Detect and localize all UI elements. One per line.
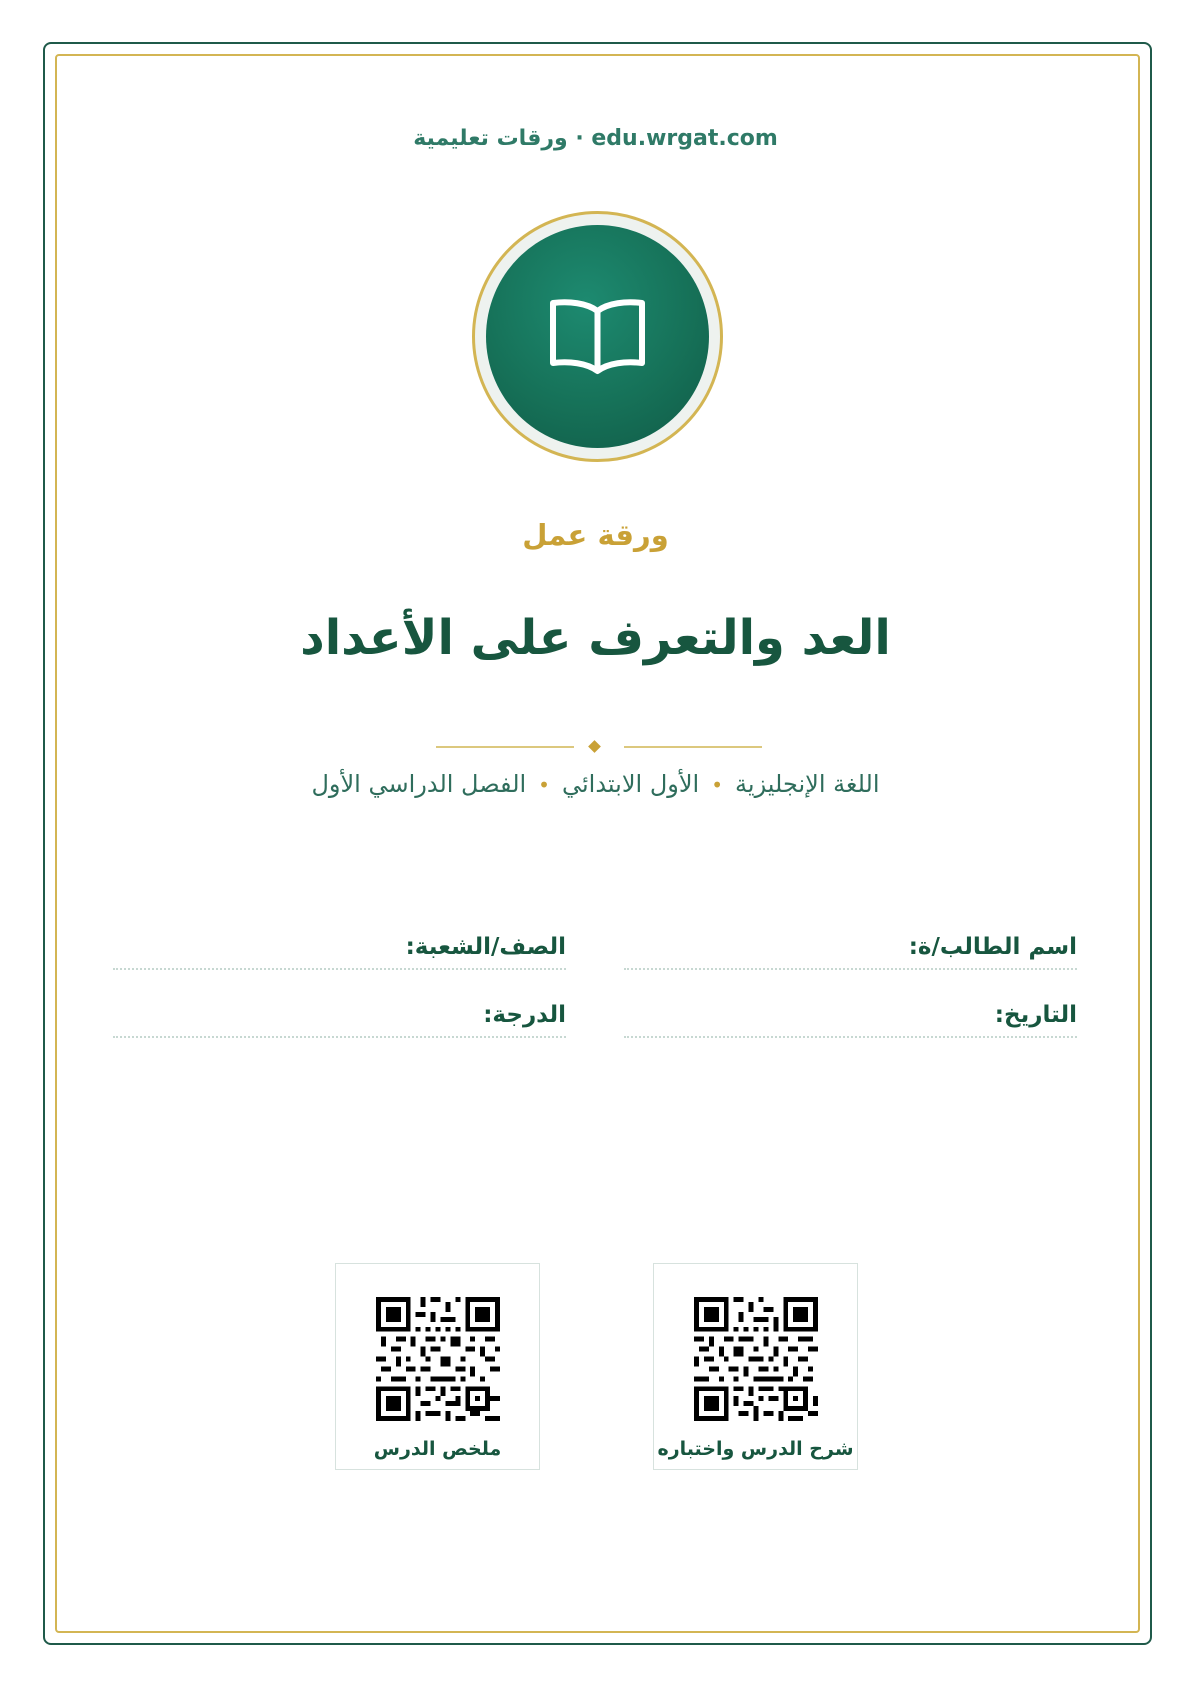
site-header: edu.wrgat.com · ورقات تعليمية [413,126,778,151]
date-label: التاريخ: [994,1002,1077,1028]
meta-subject: اللغة الإنجليزية [735,770,880,798]
qr-caption: شرح الدرس واختباره [657,1438,854,1460]
course-meta [0,770,1191,798]
class-section-label: الصف/الشعبة: [405,934,566,960]
page-title: العد والتعرف على الأعداد [300,610,891,666]
qr-caption: ملخص الدرس [373,1438,502,1460]
qr-card-lesson-explanation[interactable] [653,1263,858,1470]
grade-field[interactable] [113,998,566,1038]
date-field[interactable] [624,998,1077,1038]
qr-code-icon [694,1297,818,1421]
student-name-label: اسم الطالب/ة: [908,934,1077,960]
worksheet-kicker: ورقة عمل [522,518,669,552]
qr-code-icon [376,1297,500,1421]
meta-grade: الأول الابتدائي [561,770,700,798]
qr-card-lesson-summary[interactable] [335,1263,540,1470]
meta-separator: • [538,773,550,797]
emblem-badge [486,225,709,448]
grade-label: الدرجة: [483,1002,566,1028]
student-name-field[interactable] [624,930,1077,970]
divider-line-left [436,746,574,748]
meta-term: الفصل الدراسي الأول [311,770,527,798]
meta-separator: • [711,773,724,797]
open-book-icon [547,297,648,377]
divider-line-right [624,746,762,748]
class-section-field[interactable] [113,930,566,970]
